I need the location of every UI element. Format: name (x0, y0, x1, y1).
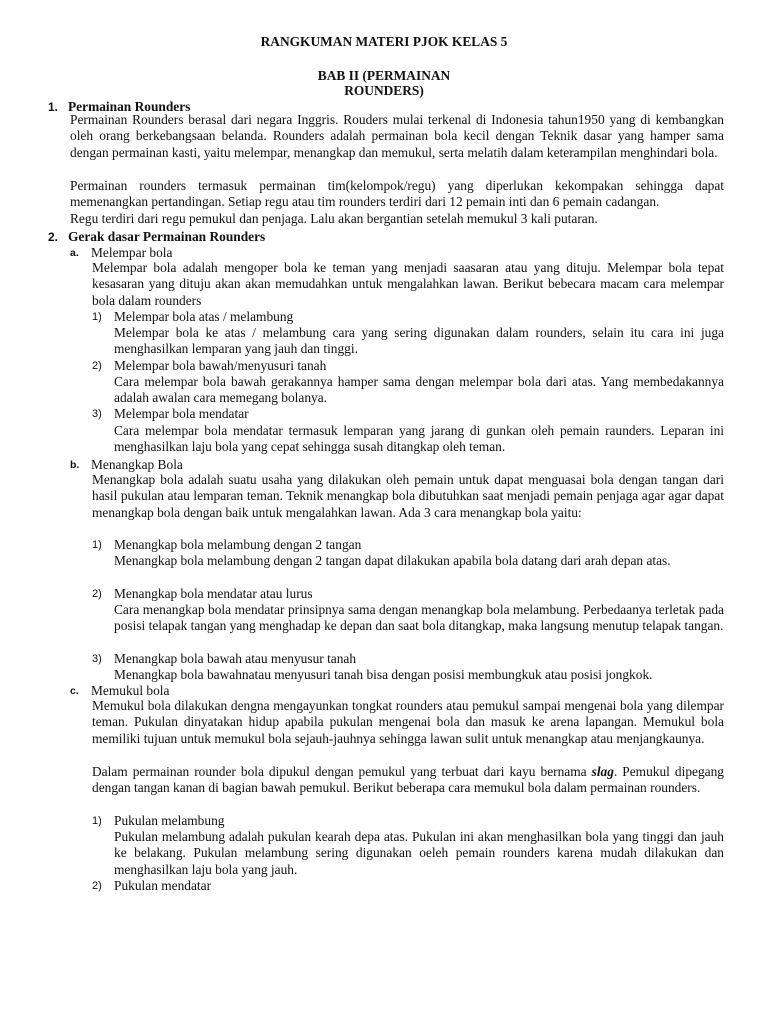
list-item-title: Pukulan melambung (114, 813, 225, 828)
list-marker: 2) (92, 360, 102, 372)
list-marker: 1) (92, 539, 102, 551)
paragraph: Menangkap bola adalah suatu usaha yang dilakukan oleh pemain untuk dapat menguasai bola dengan tangan dari hasil pukulan atau lemparan teman. Teknik menangkap bola dibutuhkan saat menjadi pemain penjaga agar agar dapat menangkap bola dengan baik untuk mengalahkan lawan. Ada 3 cara menangkap bola yaitu: (92, 472, 724, 520)
list-item-title: Melempar bola atas / melambung (114, 309, 294, 324)
subsection-marker: b. (70, 459, 80, 471)
subsection-title: Melempar bola (91, 245, 173, 260)
paragraph-text: . Pemukul dipegang dengan tangan kanan di bagian bawah pemukul. Berikut beberapa cara memukul bola dalam permainan rounders. (92, 764, 724, 796)
paragraph: Pukulan melambung adalah pukulan kearah depa atas. Pukulan ini akan menghasilkan bola yang tinggi dan jauh ke belakang. Pukulan melambung sering digunakan oeleh pemain rounders karena mudah dilakukan dan menghasilkan laju bola yang jauh. (114, 829, 724, 877)
section-number: 2. (48, 230, 59, 244)
paragraph-text: Dalam permainan rounder bola dipukul dengan pemukul yang terbuat dari kayu bernama (92, 764, 592, 779)
list-marker: 2) (92, 880, 102, 892)
list-item-title: Melempar bola mendatar (114, 406, 249, 421)
section-number: 1. (48, 100, 59, 114)
chapter-title-line2: ROUNDERS) (344, 83, 424, 98)
subsection-title: Menangkap Bola (91, 457, 183, 472)
list-item-title: Melempar bola bawah/menyusuri tanah (114, 358, 327, 373)
list-marker: 2) (92, 588, 102, 600)
section-heading (48, 229, 266, 245)
paragraph: Melempar bola ke atas / melambung cara yang sering digunakan dalam rounders, selain itu cara ini juga menghasilkan lemparan yang jauh dan tinggi. (114, 325, 724, 357)
emphasized-term: slag (591, 764, 614, 779)
list-item-title: Menangkap bola melambung dengan 2 tangan (114, 537, 362, 552)
subsection-title: Memukul bola (91, 683, 170, 698)
list-item-title: Menangkap bola bawah atau menyusur tanah (114, 651, 357, 666)
paragraph (92, 764, 724, 797)
section-heading (48, 99, 191, 115)
paragraph: Menangkap bola melambung dengan 2 tangan dapat dilakukan apabila bola datang dari arah depan atas. (114, 553, 671, 568)
section-title: Permainan Rounders (68, 99, 191, 114)
paragraph: Cara melempar bola mendatar termasuk lemparan yang jarang di gunkan oleh pemain raunders. Leparan ini menghasilkan laju bola yang cepat sehingga susah ditangkap oleh teman. (114, 423, 724, 455)
paragraph: Memukul bola dilakukan dengna mengayunkan tongkat rounders atau pemukul sampai mengenai bola yang dilempar teman. Pukulan dinyatakan hidup apabila pukulan mengenai bola dan masuk ke arena lapangan. Memukul bola memiliki tujuan untuk memukul bola sejauh-jauhnya sehingga lawan sulit untuk menangkap atau menjangkaunya. (92, 698, 724, 746)
subsection-marker: a. (70, 247, 79, 259)
section-title: Gerak dasar Permainan Rounders (68, 229, 266, 244)
list-marker: 3) (92, 408, 102, 420)
chapter-title-line1: BAB II (PERMAINAN (317, 68, 451, 83)
subsection-marker: c. (70, 685, 79, 697)
paragraph: Menangkap bola bawahnatau menyusuri tanah bisa dengan posisi membungkuk atau posisi jongkok. (114, 667, 653, 682)
paragraph: Cara menangkap bola mendatar prinsipnya sama dengan menangkap bola melambung. Perbedaanya terletak pada posisi telapak tangan yang menghadap ke depan dan saat bola ditangkap, maka langsung menutup telapak tangan. (114, 602, 724, 634)
list-marker: 1) (92, 815, 102, 827)
document-title: RANGKUMAN MATERI PJOK KELAS 5 (260, 34, 508, 49)
list-item-title: Pukulan mendatar (114, 878, 212, 893)
list-marker: 1) (92, 311, 102, 323)
paragraph: Permainan Rounders berasal dari negara Inggris. Rouders mulai terkenal di Indonesia tahun1950 yang di kembangkan oleh orang berkebangsaan belanda. Rounders adalah permainan bola kecil dengan Teknik dasar yang hamper sama dengan permainan kasti, yaitu melempar, menangkap dan memukul, serta melatih dalam keterampilan menghindari bola. (70, 112, 724, 160)
list-marker: 3) (92, 653, 102, 665)
paragraph: Cara melempar bola bawah gerakannya hamper sama dengan melempar bola dari atas. Yang membedakannya adalah awalan cara memegang bolanya. (114, 374, 724, 406)
list-item-title: Menangkap bola mendatar atau lurus (114, 586, 313, 601)
paragraph: Melempar bola adalah mengoper bola ke teman yang menjadi saasaran atau yang dituju. Melempar bola tepat kesasaran yang dituju akan akan memudahkan untuk mengalahkan lawan. Berikut bebecara macam cara melempar bola dalam rounders (92, 260, 724, 308)
paragraph: Permainan rounders termasuk permainan tim(kelompok/regu) yang diperlukan kekompakan sehingga dapat memenangkan pertandingan. Setiap regu atau tim rounders terdiri dari 12 pemain inti dan 6 pemain cadangan. (70, 178, 724, 210)
paragraph: Regu terdiri dari regu pemukul dan penjaga. Lalu akan bergantian setelah memukul 3 kali putaran. (70, 211, 598, 226)
